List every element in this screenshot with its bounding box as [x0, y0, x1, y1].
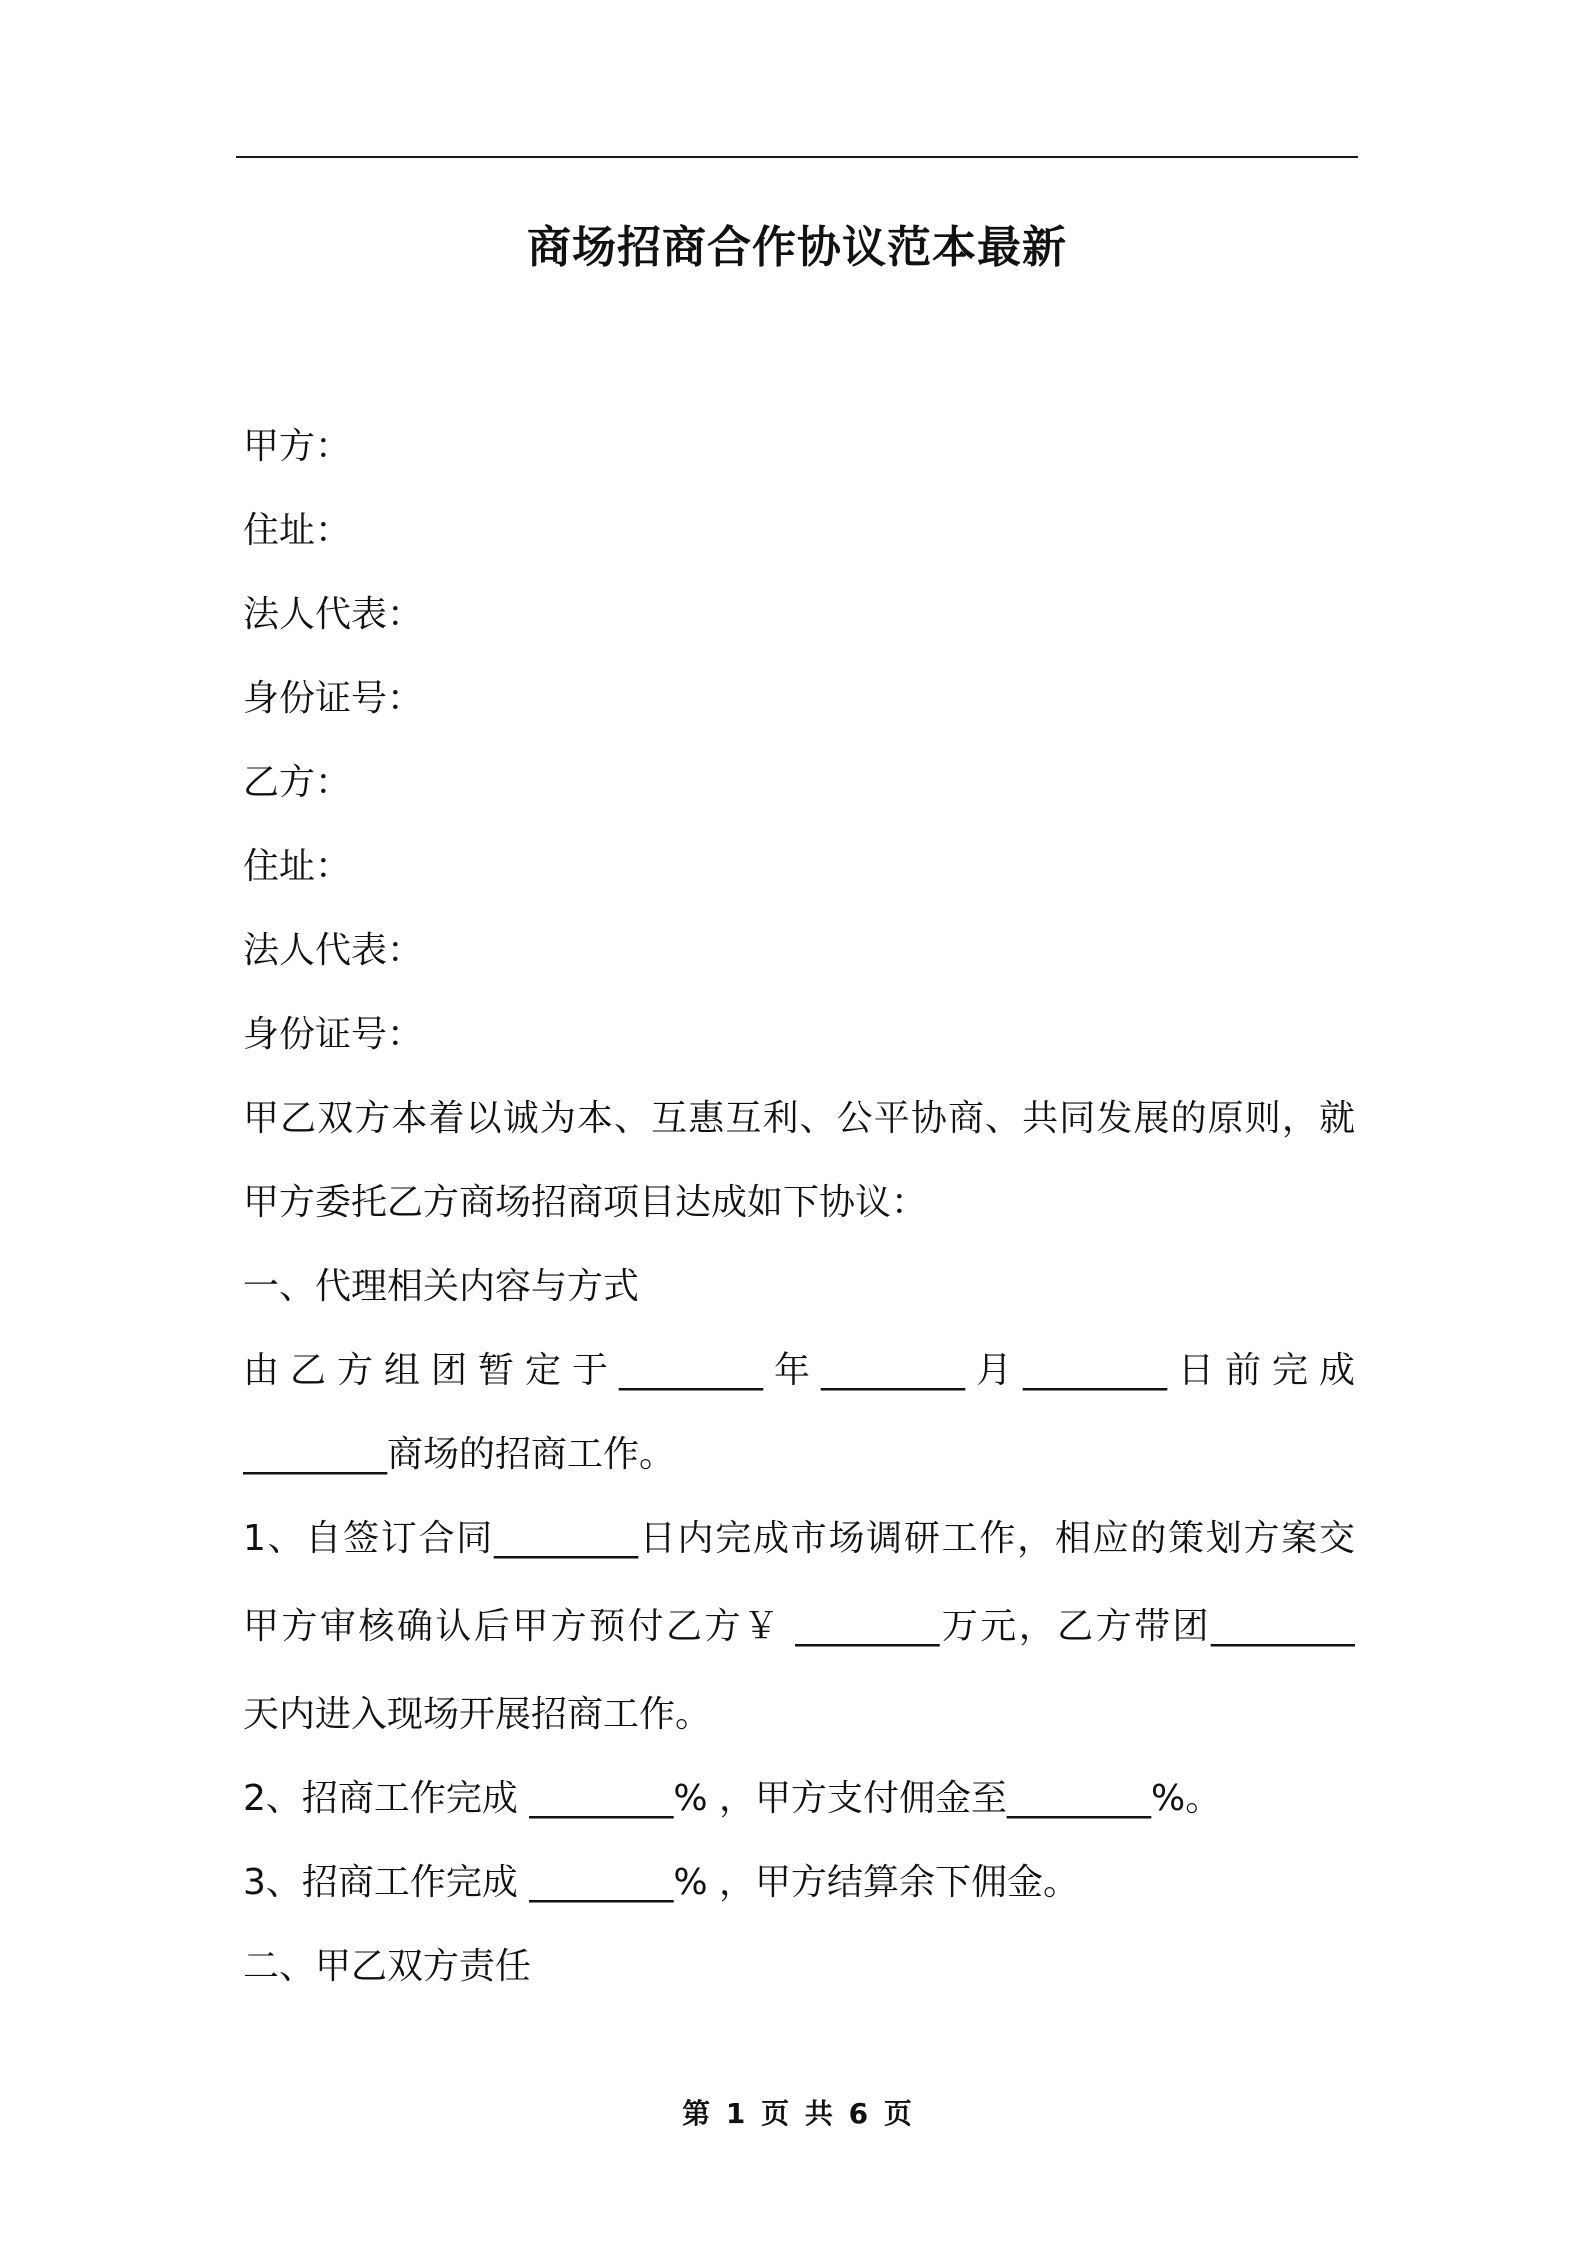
party-a-id-label: 身份证号：	[243, 678, 424, 719]
clause-3: 3、招商工作完成 ________% ，甲方结算余下佣金。	[243, 1862, 1079, 1903]
party-b-label: 乙方：	[243, 762, 352, 803]
document-title: 商场招商合作协议范本最新	[527, 222, 1067, 273]
clause-2: 2、招商工作完成 ________% ，甲方支付佣金至________%。	[243, 1778, 1222, 1819]
clause-intro-line-2: ________商场的招商工作。	[243, 1434, 676, 1475]
party-b-address-label: 住址：	[243, 846, 352, 887]
section-heading-1: 一、代理相关内容与方式	[243, 1266, 640, 1307]
party-b-id-label: 身份证号：	[243, 1014, 424, 1055]
party-a-address-label: 住址：	[243, 510, 352, 551]
preamble-line-1: 甲乙双方本着以诚为本、互惠互利、公平协商、共同发展的原则，就	[243, 1098, 1355, 1139]
party-b-representative-label: 法人代表：	[243, 930, 424, 971]
document-body	[243, 405, 1355, 2009]
party-a-label: 甲方：	[243, 426, 352, 467]
section-heading-2: 二、甲乙双方责任	[243, 1946, 532, 1987]
clause-intro-line-1: 由乙方组团暂定于________年________月________日前完成	[243, 1350, 1355, 1391]
preamble-line-2: 甲方委托乙方商场招商项目达成如下协议：	[243, 1182, 928, 1223]
party-a-representative-label: 法人代表：	[243, 594, 424, 635]
header-rule	[236, 156, 1358, 158]
clause-1-line-1: 1、自签订合同________日内完成市场调研工作，相应的策划方案交	[243, 1518, 1355, 1559]
clause-1-line-2: 甲方审核确认后甲方预付乙方￥ ________万元，乙方带团________	[243, 1606, 1355, 1647]
page-footer: 第 1 页 共 6 页	[682, 2097, 912, 2130]
clause-1-line-3: 天内进入现场开展招商工作。	[243, 1694, 712, 1735]
